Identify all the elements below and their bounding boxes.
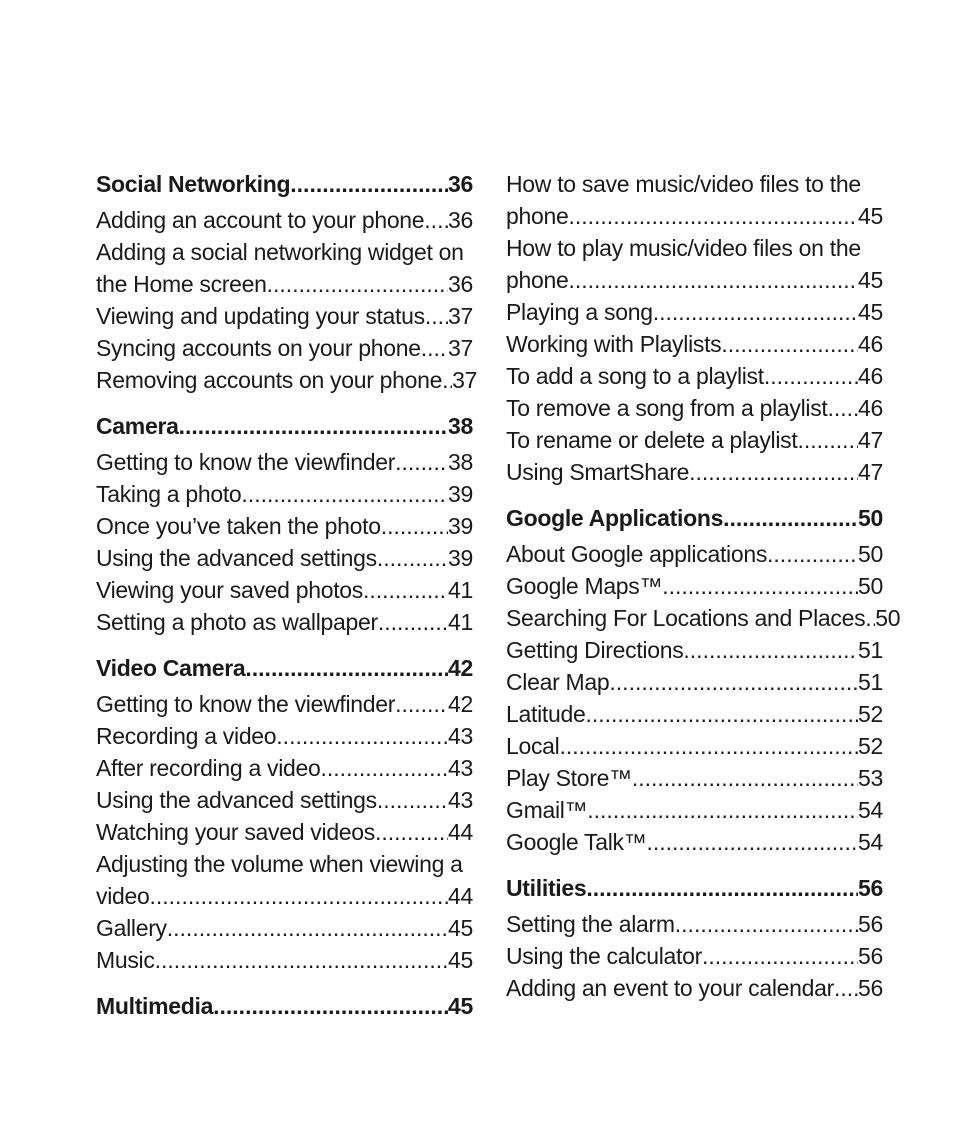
toc-entry-line bbox=[96, 912, 473, 944]
toc-entry-page-number: 46 bbox=[858, 331, 883, 357]
dot-leader bbox=[632, 762, 858, 794]
toc-entry-line bbox=[506, 826, 883, 858]
toc-section-heading[interactable] bbox=[506, 502, 883, 534]
toc-entry[interactable] bbox=[96, 236, 473, 300]
toc-entry[interactable] bbox=[96, 720, 473, 752]
toc-entry-line bbox=[506, 634, 883, 666]
dot-leader bbox=[179, 410, 448, 442]
toc-entry-page-number: 41 bbox=[448, 577, 473, 603]
toc-entry-title: the Home screen bbox=[96, 271, 267, 297]
toc-entry-title: Playing a song bbox=[506, 299, 653, 325]
toc-entry[interactable] bbox=[96, 752, 473, 784]
toc-right-column bbox=[506, 168, 901, 1018]
toc-entry-title: Local bbox=[506, 733, 560, 759]
toc-entry-line bbox=[96, 510, 473, 542]
toc-entry[interactable] bbox=[506, 392, 883, 424]
toc-entry[interactable] bbox=[506, 360, 883, 392]
dot-leader bbox=[395, 688, 448, 720]
dot-leader bbox=[834, 972, 858, 1004]
toc-entry[interactable] bbox=[96, 574, 473, 606]
toc-section-heading[interactable] bbox=[96, 168, 473, 200]
toc-entry[interactable] bbox=[96, 332, 473, 364]
toc-entry-line bbox=[506, 502, 883, 534]
toc-entry-page-number: 43 bbox=[448, 755, 473, 781]
toc-entry-title: After recording a video bbox=[96, 755, 321, 781]
toc-entry-title: Using SmartShare bbox=[506, 459, 690, 485]
toc-entry-page-number: 47 bbox=[858, 459, 883, 485]
dot-leader bbox=[683, 634, 858, 666]
toc-entry-page-number: 41 bbox=[448, 609, 473, 635]
toc-entry-title: Google Maps™ bbox=[506, 573, 663, 599]
toc-entry-page-number: 53 bbox=[858, 765, 883, 791]
dot-leader bbox=[290, 168, 448, 200]
dot-leader bbox=[828, 392, 859, 424]
toc-entry-line bbox=[96, 990, 473, 1022]
toc-entry-page-number: 37 bbox=[448, 335, 473, 361]
toc-entry-page-number: 36 bbox=[448, 171, 473, 197]
dot-leader bbox=[560, 730, 859, 762]
toc-entry-line bbox=[96, 574, 473, 606]
toc-section-heading[interactable] bbox=[506, 872, 883, 904]
toc-entry-page-number: 38 bbox=[448, 449, 473, 475]
toc-entry[interactable] bbox=[96, 478, 473, 510]
toc-entry-line bbox=[96, 268, 473, 300]
toc-entry-line bbox=[96, 652, 473, 684]
toc-entry[interactable] bbox=[506, 762, 883, 794]
dot-leader bbox=[276, 720, 448, 752]
toc-entry-line bbox=[96, 542, 473, 574]
toc-entry-line bbox=[96, 606, 473, 638]
toc-entry-title: Viewing your saved photos bbox=[96, 577, 363, 603]
dot-leader bbox=[241, 478, 448, 510]
toc-entry-title: Adding an account to your phone bbox=[96, 207, 425, 233]
toc-entry-title: To remove a song from a playlist bbox=[506, 395, 828, 421]
toc-section bbox=[96, 168, 478, 396]
toc-entry-page-number: 44 bbox=[448, 819, 473, 845]
toc-entry-title: Gmail™ bbox=[506, 797, 588, 823]
toc-entry[interactable] bbox=[96, 816, 473, 848]
toc-section-heading[interactable] bbox=[96, 410, 473, 442]
toc-entry-line bbox=[506, 538, 883, 570]
toc-entry-line bbox=[96, 784, 473, 816]
toc-entry-page-number: 51 bbox=[858, 669, 883, 695]
toc-entry[interactable] bbox=[96, 912, 473, 944]
toc-entry-line bbox=[96, 168, 473, 200]
toc-entry[interactable] bbox=[506, 940, 883, 972]
toc-entry-title: Viewing and updating your status bbox=[96, 303, 425, 329]
toc-entry-title: Using the advanced settings bbox=[96, 787, 377, 813]
toc-entry-line bbox=[96, 944, 473, 976]
toc-entry-title: To add a song to a playlist bbox=[506, 363, 764, 389]
toc-entry-title: About Google applications bbox=[506, 541, 768, 567]
toc-entry-page-number: 38 bbox=[448, 413, 473, 439]
toc-entry[interactable] bbox=[506, 296, 883, 328]
toc-entry-title: Getting to know the viewfinder bbox=[96, 449, 396, 475]
toc-entry-page-number: 36 bbox=[448, 271, 473, 297]
dot-leader bbox=[267, 268, 448, 300]
toc-entry-page-number: 36 bbox=[448, 207, 473, 233]
toc-entry-title: Google Applications bbox=[506, 505, 724, 531]
toc-entry-line bbox=[96, 300, 473, 332]
toc-entry[interactable] bbox=[506, 826, 883, 858]
dot-leader bbox=[363, 574, 448, 606]
toc-entry[interactable] bbox=[96, 446, 473, 478]
dot-leader bbox=[797, 424, 858, 456]
toc-entry[interactable] bbox=[96, 688, 473, 720]
toc-entry-page-number: 47 bbox=[858, 427, 883, 453]
toc-entry-title: Setting a photo as wallpaper bbox=[96, 609, 378, 635]
toc-entry[interactable] bbox=[506, 972, 883, 1004]
toc-entry-title-line: Adding a social networking widget on bbox=[96, 239, 464, 265]
dot-leader bbox=[646, 826, 858, 858]
toc-entry-line bbox=[96, 720, 473, 752]
toc-entry-page-number: 56 bbox=[858, 911, 883, 937]
toc-entry-title: Using the calculator bbox=[506, 943, 702, 969]
toc-entry-title-line: How to play music/video files on the bbox=[506, 235, 861, 261]
toc-entry[interactable] bbox=[506, 456, 883, 488]
toc-entry-page-number: 42 bbox=[448, 691, 473, 717]
toc-entry-page-number: 39 bbox=[448, 481, 473, 507]
toc-entry-line bbox=[506, 602, 901, 634]
toc-entry-line bbox=[506, 698, 883, 730]
dot-leader bbox=[609, 666, 858, 698]
toc-entry-title: Setting the alarm bbox=[506, 911, 675, 937]
toc-entry[interactable] bbox=[506, 698, 883, 730]
dot-leader bbox=[723, 502, 858, 534]
toc-entry-page-number: 37 bbox=[452, 367, 478, 393]
toc-entry[interactable] bbox=[506, 328, 883, 360]
toc-entry-title: Searching For Locations and Places bbox=[506, 605, 866, 631]
toc-entry-line bbox=[506, 872, 883, 904]
toc-entry-page-number: 45 bbox=[858, 203, 883, 229]
toc-entry-line bbox=[506, 264, 883, 296]
toc-entry-line bbox=[96, 688, 473, 720]
toc-section-heading[interactable] bbox=[96, 990, 473, 1022]
toc-entry[interactable] bbox=[96, 542, 473, 574]
dot-leader bbox=[764, 360, 858, 392]
toc-entry-page-number: 52 bbox=[858, 733, 883, 759]
toc-entry-title: Syncing accounts on your phone bbox=[96, 335, 421, 361]
dot-leader bbox=[155, 944, 448, 976]
toc-entry-page-number: 45 bbox=[858, 267, 883, 293]
toc-entry-page-number: 45 bbox=[448, 947, 473, 973]
toc-section bbox=[506, 872, 883, 1004]
toc-section bbox=[96, 410, 473, 638]
toc-entry-title: phone bbox=[506, 267, 569, 293]
toc-entry-title: Clear Map bbox=[506, 669, 610, 695]
toc-entry-title: Google Talk™ bbox=[506, 829, 647, 855]
toc-entry-page-number: 45 bbox=[448, 993, 473, 1019]
toc-entry-page-number: 50 bbox=[875, 605, 901, 631]
toc-left-column bbox=[96, 168, 478, 1036]
toc-entry[interactable] bbox=[506, 794, 883, 826]
toc-entry-line bbox=[506, 392, 883, 424]
toc-section-heading[interactable] bbox=[96, 652, 473, 684]
dot-leader bbox=[568, 264, 858, 296]
dot-leader bbox=[442, 364, 452, 396]
toc-entry-line bbox=[96, 410, 473, 442]
toc-entry-title: Social Networking bbox=[96, 171, 291, 197]
dot-leader bbox=[421, 332, 448, 364]
toc-entry-page-number: 45 bbox=[858, 299, 883, 325]
toc-entry[interactable] bbox=[96, 784, 473, 816]
toc-entry-line bbox=[506, 296, 883, 328]
toc-entry-page-number: 44 bbox=[448, 883, 473, 909]
toc-entry[interactable] bbox=[96, 204, 473, 236]
toc-entry[interactable] bbox=[506, 602, 901, 634]
toc-entry-title: To rename or delete a playlist bbox=[506, 427, 798, 453]
toc-entry[interactable] bbox=[506, 168, 883, 232]
toc-entry-page-number: 56 bbox=[858, 943, 883, 969]
toc-entry-page-number: 56 bbox=[858, 975, 883, 1001]
toc-entry-line bbox=[96, 364, 478, 396]
dot-leader bbox=[689, 456, 858, 488]
dot-leader bbox=[381, 510, 448, 542]
toc-entry-page-number: 39 bbox=[448, 545, 473, 571]
toc-entry-title: Play Store™ bbox=[506, 765, 632, 791]
dot-leader bbox=[321, 752, 449, 784]
toc-entry-title: Gallery bbox=[96, 915, 167, 941]
toc-entry-line bbox=[506, 456, 883, 488]
toc-entry-line bbox=[506, 972, 883, 1004]
toc-entry-title-line: How to save music/video files to the bbox=[506, 171, 861, 197]
toc-entry-page-number: 45 bbox=[448, 915, 473, 941]
dot-leader bbox=[245, 652, 448, 684]
toc-entry-title: Removing accounts on your phone bbox=[96, 367, 443, 393]
toc-section bbox=[96, 990, 473, 1022]
toc-entry-line bbox=[506, 940, 883, 972]
dot-leader bbox=[150, 880, 449, 912]
toc-entry-line bbox=[506, 762, 883, 794]
toc-entry[interactable] bbox=[96, 510, 473, 542]
toc-entry-page-number: 50 bbox=[858, 541, 883, 567]
toc-entry-title: Camera bbox=[96, 413, 179, 439]
dot-leader bbox=[865, 602, 875, 634]
dot-leader bbox=[586, 872, 858, 904]
toc-entry-title: video bbox=[96, 883, 150, 909]
toc-entry-title: Recording a video bbox=[96, 723, 277, 749]
toc-entry[interactable] bbox=[506, 232, 883, 296]
toc-entry-line bbox=[506, 730, 883, 762]
dot-leader bbox=[425, 300, 448, 332]
toc-section bbox=[506, 502, 901, 858]
toc-entry-title: Getting Directions bbox=[506, 637, 684, 663]
toc-entry-page-number: 42 bbox=[448, 655, 473, 681]
toc-entry-title: Music bbox=[96, 947, 155, 973]
toc-entry-line bbox=[506, 200, 883, 232]
toc-entry[interactable] bbox=[506, 908, 883, 940]
toc-entry-line bbox=[96, 332, 473, 364]
toc-entry[interactable] bbox=[96, 944, 473, 976]
toc-entry[interactable] bbox=[96, 364, 478, 396]
dot-leader bbox=[424, 204, 448, 236]
dot-leader bbox=[585, 698, 858, 730]
toc-section bbox=[96, 652, 473, 976]
dot-leader bbox=[587, 794, 858, 826]
dot-leader bbox=[377, 784, 448, 816]
toc-entry-page-number: 43 bbox=[448, 723, 473, 749]
toc-entry-title: Getting to know the viewfinder bbox=[96, 691, 396, 717]
toc-entry-line bbox=[506, 666, 883, 698]
toc-entry-line bbox=[96, 816, 473, 848]
toc-entry-title: Utilities bbox=[506, 875, 587, 901]
toc-entry-page-number: 37 bbox=[448, 303, 473, 329]
toc-entry-line bbox=[96, 752, 473, 784]
toc-entry[interactable] bbox=[96, 300, 473, 332]
toc-entry-title-line: Adjusting the volume when viewing a bbox=[96, 851, 463, 877]
toc-entry-title: Working with Playlists bbox=[506, 331, 722, 357]
toc-entry[interactable] bbox=[506, 538, 883, 570]
toc-entry-title: Multimedia bbox=[96, 993, 214, 1019]
toc-entry-page-number: 50 bbox=[858, 505, 883, 531]
toc-entry-page-number: 54 bbox=[858, 829, 883, 855]
toc-entry-line bbox=[96, 478, 473, 510]
dot-leader bbox=[568, 200, 858, 232]
toc-entry-page-number: 56 bbox=[858, 875, 883, 901]
toc-entry[interactable] bbox=[506, 730, 883, 762]
toc-entry-line bbox=[506, 794, 883, 826]
toc-entry-title: Using the advanced settings bbox=[96, 545, 377, 571]
dot-leader bbox=[167, 912, 448, 944]
toc-section bbox=[506, 168, 883, 488]
dot-leader bbox=[702, 940, 858, 972]
toc-entry-page-number: 39 bbox=[448, 513, 473, 539]
toc-entry-page-number: 46 bbox=[858, 395, 883, 421]
toc-entry[interactable] bbox=[506, 570, 883, 602]
toc-entry[interactable] bbox=[96, 606, 473, 638]
dot-leader bbox=[675, 908, 858, 940]
toc-entry-page-number: 51 bbox=[858, 637, 883, 663]
dot-leader bbox=[378, 606, 448, 638]
toc-entry-line bbox=[96, 880, 473, 912]
dot-leader bbox=[653, 296, 858, 328]
dot-leader bbox=[213, 990, 448, 1022]
dot-leader bbox=[721, 328, 858, 360]
toc-entry[interactable] bbox=[506, 634, 883, 666]
toc-entry[interactable] bbox=[506, 424, 883, 456]
toc-entry-line bbox=[96, 446, 473, 478]
toc-entry-page-number: 46 bbox=[858, 363, 883, 389]
dot-leader bbox=[395, 446, 448, 478]
dot-leader bbox=[767, 538, 858, 570]
toc-entry-page-number: 50 bbox=[858, 573, 883, 599]
toc-entry-title: Adding an event to your calendar bbox=[506, 975, 834, 1001]
toc-entry[interactable] bbox=[96, 848, 473, 912]
toc-entry-line bbox=[506, 908, 883, 940]
dot-leader bbox=[377, 542, 448, 574]
toc-entry-line bbox=[506, 360, 883, 392]
toc-entry-line bbox=[96, 204, 473, 236]
toc-entry-page-number: 52 bbox=[858, 701, 883, 727]
toc-entry-title: Latitude bbox=[506, 701, 586, 727]
toc-entry-title: Watching your saved videos bbox=[96, 819, 375, 845]
toc-entry-line bbox=[506, 570, 883, 602]
toc-entry[interactable] bbox=[506, 666, 883, 698]
dot-leader bbox=[375, 816, 448, 848]
toc-entry-line bbox=[506, 424, 883, 456]
toc-entry-title: Taking a photo bbox=[96, 481, 242, 507]
toc-entry-page-number: 54 bbox=[858, 797, 883, 823]
dot-leader bbox=[662, 570, 858, 602]
toc-entry-title: phone bbox=[506, 203, 569, 229]
toc-entry-line bbox=[506, 328, 883, 360]
toc-entry-title: Video Camera bbox=[96, 655, 246, 681]
toc-entry-page-number: 43 bbox=[448, 787, 473, 813]
toc-entry-title: Once you’ve taken the photo bbox=[96, 513, 381, 539]
